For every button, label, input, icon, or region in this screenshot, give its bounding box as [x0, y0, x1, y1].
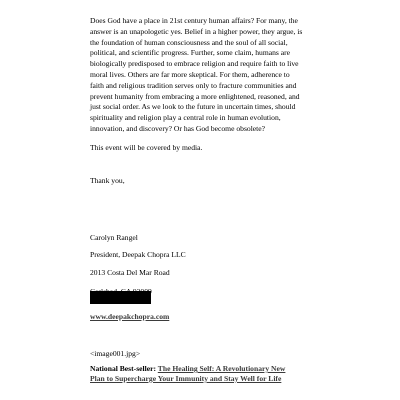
intro-line: moral lives. Others are far more skeptical. For them, adherence to: [90, 69, 290, 79]
signer-title: President, Deepak Chopra LLC: [90, 250, 186, 259]
intro-line: prevent humanity from embracing a more enlightened, reasoned, and: [90, 91, 300, 101]
intro-line: biologically predisposed to embrace religion and require faith to live: [90, 59, 299, 69]
intro-line: political, and scientific progress. Further, some claim, humans are: [90, 48, 291, 58]
bestseller-note: [90, 364, 340, 384]
intro-line: just social order. As we look to the future in uncertain times, should: [90, 102, 296, 112]
intro-line: answer is an unapologetic yes. Belief in a higher power, they argue, is: [90, 26, 303, 36]
intro-line: the foundation of human consciousness and the soul of all social,: [90, 37, 288, 47]
intro-line: Does God have a place in 21st century human affairs? For many, the: [90, 16, 298, 25]
redaction-bar: [90, 291, 151, 304]
intro-line: faith and religious tradition serves only to fracture communities and: [90, 80, 297, 90]
book-title-link[interactable]: The Healing Self: A Revolutionary New: [157, 364, 286, 373]
closing-text: Thank you,: [90, 176, 125, 185]
website-link[interactable]: www.deepakchopra.com: [90, 312, 170, 321]
address-street: 2013 Costa Del Mar Road: [90, 268, 170, 277]
intro-line: spirituality and religion play a central role in human evolution,: [90, 113, 281, 123]
intro-paragraph: [90, 16, 325, 135]
image-placeholder: <image001.jpg>: [90, 349, 141, 358]
media-note: This event will be covered by media.: [90, 143, 203, 152]
bestseller-label: National Best-seller:: [90, 364, 157, 373]
intro-line: innovation, and discovery? Or has God become obsolete?: [90, 123, 266, 133]
signer-name: Carolyn Rangel: [90, 233, 138, 242]
book-title-link-continued[interactable]: Plan to Supercharge Your Immunity and Stay Well for Life: [90, 374, 282, 383]
